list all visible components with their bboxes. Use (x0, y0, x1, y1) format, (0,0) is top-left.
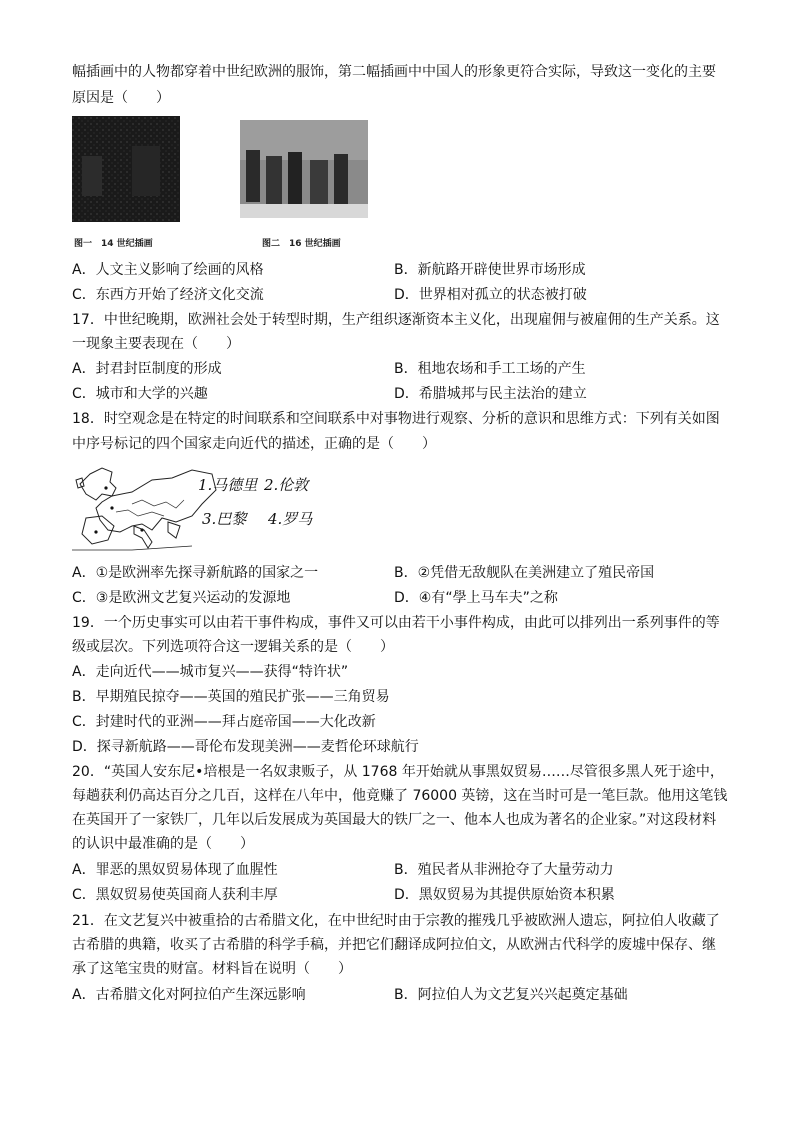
q20-stem-line1: 20．“英国人安东尼•培根是一名奴隶贩子，从 1768 年开始就从事黑奴贸易……尽管很多黑人死于途中， (72, 764, 724, 780)
map-label-rome: 4.罗马 (268, 510, 313, 528)
q21-stem-line1: 21．在文艺复兴中被重拾的古希腊文化，在中世纪时由于宗教的摧残几乎被欧洲人遗忘，阿拉伯人收藏了 (72, 913, 720, 929)
map-label-paris: 3.巴黎 (202, 510, 247, 528)
q18-option-c[interactable]: C．③是欧洲文艺复兴运动的发源地 (72, 590, 291, 606)
q21-stem-line3: 承了这笔宝贵的财富。材料旨在说明（ ） (72, 961, 352, 977)
q20-stem-line3: 在英国开了一家铁厂，几年以后发展成为英国最大的铁厂之一、他本人也成为著名的企业家。”对这段材料 (72, 812, 717, 828)
map-label-madrid: 1.马德里 (198, 476, 258, 494)
map-label-london: 2.伦敦 (264, 476, 309, 494)
q21-option-b[interactable]: B．阿拉伯人为文艺复兴兴起奠定基础 (394, 987, 628, 1003)
q19-stem-line1: 19．一个历史事实可以由若干事件构成，事件又可以由若干小事件构成，由此可以排列出一系列事件的等 (72, 615, 720, 631)
q20-option-d[interactable]: D．黑奴贸易为其提供原始资本积累 (394, 887, 615, 903)
q16-option-d[interactable]: D．世界相对孤立的状态被打破 (394, 287, 587, 303)
q19-option-d[interactable]: D．探寻新航路——哥伦布发现美洲——麦哲伦环球航行 (72, 739, 419, 755)
q20-option-b[interactable]: B．殖民者从非洲抢夺了大量劳动力 (394, 862, 614, 878)
q16-option-c[interactable]: C．东西方开始了经济文化交流 (72, 287, 264, 303)
q19-option-b[interactable]: B．早期殖民掠夺——英国的殖民扩张——三角贸易 (72, 689, 390, 705)
q16-stem-line1: 幅插画中的人物都穿着中世纪欧洲的服饰，第二幅插画中中国人的形象更符合实际，导致这一变化的主要 (72, 64, 716, 80)
q16-stem-line2: 原因是（ ） (72, 90, 170, 106)
fig1-caption: 图一 14 世纪插画 (74, 239, 153, 249)
q19-stem-line2: 级或层次。下列选项符合这一逻辑关系的是（ ） (72, 639, 394, 655)
q17-stem-line2: 一现象主要表现在（ ） (72, 336, 240, 352)
fig2-caption: 图二 16 世纪插画 (262, 239, 341, 249)
q18-option-b[interactable]: B．②凭借无敌舰队在美洲建立了殖民帝国 (394, 565, 655, 581)
fig1-14th-century-illustration (72, 116, 180, 222)
fig2-16th-century-illustration (240, 120, 368, 218)
q21-option-a[interactable]: A．古希腊文化对阿拉伯产生深远影响 (72, 987, 306, 1003)
q16-option-b[interactable]: B．新航路开辟使世界市场形成 (394, 262, 586, 278)
q17-option-a[interactable]: A．封君封臣制度的形成 (72, 361, 222, 377)
q17-stem-line1: 17．中世纪晚期，欧洲社会处于转型时期，生产组织逐渐资本主义化，出现雇佣与被雇佣的生产关系。这 (72, 312, 720, 328)
q21-stem-line2: 古希腊的典籍，收买了古希腊的科学手稿，并把它们翻译成阿拉伯文，从欧洲古代科学的废墟中保存、继 (72, 937, 716, 953)
q20-option-c[interactable]: C．黑奴贸易使英国商人获利丰厚 (72, 887, 278, 903)
q18-stem-line2: 中序号标记的四个国家走向近代的描述，正确的是（ ） (72, 436, 436, 452)
europe-sketch-map (72, 460, 322, 552)
q19-option-a[interactable]: A．走向近代——城市复兴——获得“特许状” (72, 664, 349, 680)
q20-stem-line2: 每趟获利仍高达百分之几百，这样在八年中，他竟赚了 76000 英镑，这在当时可是一笔巨款。他用这笔钱 (72, 788, 728, 804)
q17-option-d[interactable]: D．希腊城邦与民主法治的建立 (394, 386, 587, 402)
q18-option-a[interactable]: A．①是欧洲率先探寻新航路的国家之一 (72, 565, 319, 581)
q18-option-d[interactable]: D．④有“學上马车夫”之称 (394, 590, 558, 606)
q20-stem-line4: 的认识中最准确的是（ ） (72, 836, 254, 852)
q18-stem-line1: 18．时空观念是在特定的时间联系和空间联系中对事物进行观察、分析的意识和思维方式：下列有关如图 (72, 411, 720, 427)
q16-option-a[interactable]: A．人文主义影响了绘画的风格 (72, 262, 264, 278)
q19-option-c[interactable]: C．封建时代的亚洲——拜占庭帝国——大化改新 (72, 714, 376, 730)
q17-option-b[interactable]: B．租地农场和手工工场的产生 (394, 361, 586, 377)
q20-option-a[interactable]: A．罪恶的黑奴贸易体现了血腥性 (72, 862, 278, 878)
q17-option-c[interactable]: C．城市和大学的兴趣 (72, 386, 208, 402)
